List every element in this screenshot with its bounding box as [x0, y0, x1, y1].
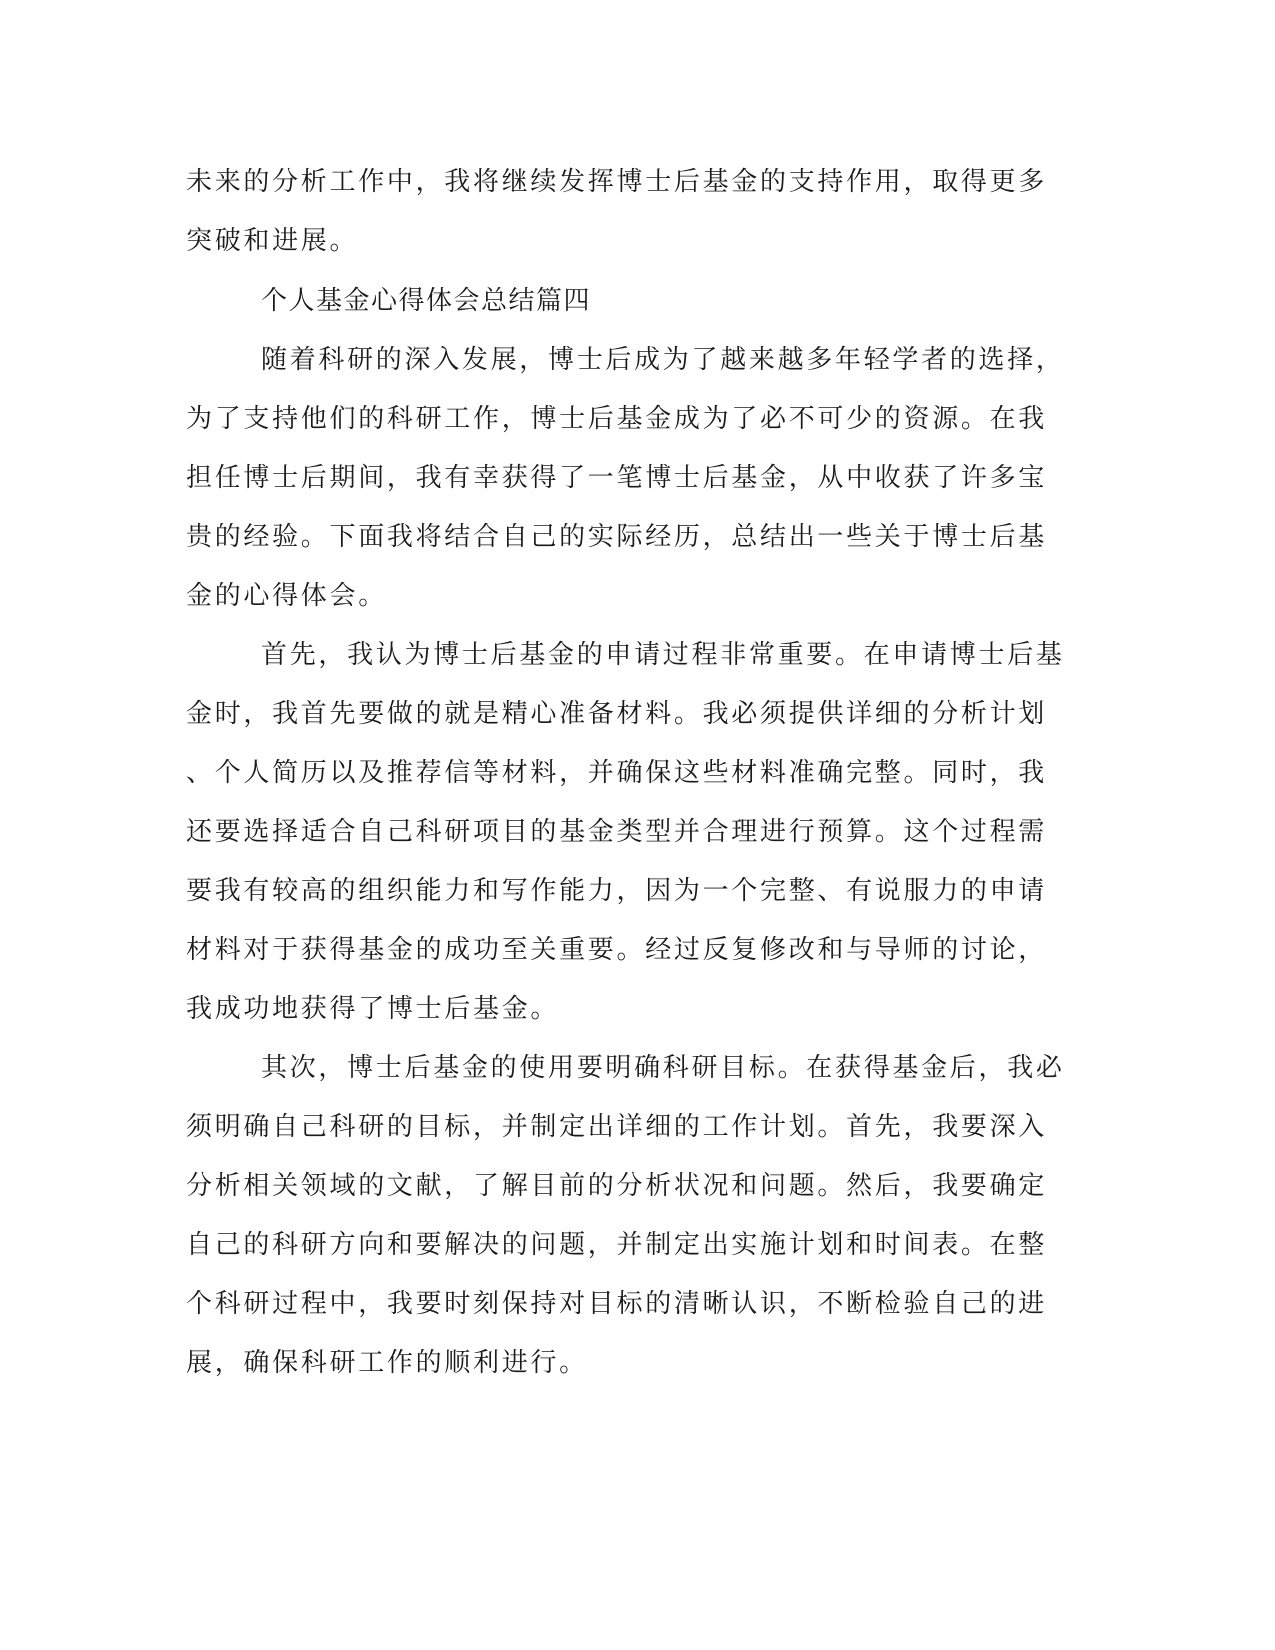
text-line: 贵的经验。下面我将结合自己的实际经历，总结出一些关于博士后基	[186, 522, 1048, 552]
text-line: 要我有较高的组织能力和写作能力，因为一个完整、有说服力的申请	[186, 876, 1048, 906]
text-line: 突破和进展。	[186, 226, 359, 256]
text-line: 材料对于获得基金的成功至关重要。经过反复修改和与导师的讨论，	[186, 935, 1048, 965]
section-heading: 个人基金心得体会总结篇四	[261, 286, 592, 316]
text-line: 金的心得体会。	[186, 581, 387, 611]
text-line: 为了支持他们的科研工作，博士后基金成为了必不可少的资源。在我	[186, 404, 1048, 434]
text-line: 还要选择适合自己科研项目的基金类型并合理进行预算。这个过程需	[186, 817, 1048, 847]
text-line: 其次，博士后基金的使用要明确科研目标。在获得基金后，我必	[261, 1053, 1065, 1083]
text-line: 首先，我认为博士后基金的申请过程非常重要。在申请博士后基	[261, 640, 1065, 670]
text-line: 个科研过程中，我要时刻保持对目标的清晰认识，不断检验自己的进	[186, 1289, 1048, 1319]
text-line: 我成功地获得了博士后基金。	[186, 994, 560, 1024]
text-line: 分析相关领域的文献，了解目前的分析状况和问题。然后，我要确定	[186, 1171, 1048, 1201]
text-line: 未来的分析工作中，我将继续发挥博士后基金的支持作用，取得更多	[186, 167, 1048, 197]
text-line: 展，确保科研工作的顺利进行。	[186, 1348, 588, 1378]
text-line: 须明确自己科研的目标，并制定出详细的工作计划。首先，我要深入	[186, 1112, 1048, 1142]
text-line: 金时，我首先要做的就是精心准备材料。我必须提供详细的分析计划	[186, 699, 1048, 729]
text-line: 、个人简历以及推荐信等材料，并确保这些材料准确完整。同时，我	[186, 758, 1048, 788]
text-line: 自己的科研方向和要解决的问题，并制定出实施计划和时间表。在整	[186, 1230, 1048, 1260]
text-line: 担任博士后期间，我有幸获得了一笔博士后基金，从中收获了许多宝	[186, 463, 1048, 493]
text-line: 随着科研的深入发展，博士后成为了越来越多年轻学者的选择，	[261, 345, 1065, 375]
